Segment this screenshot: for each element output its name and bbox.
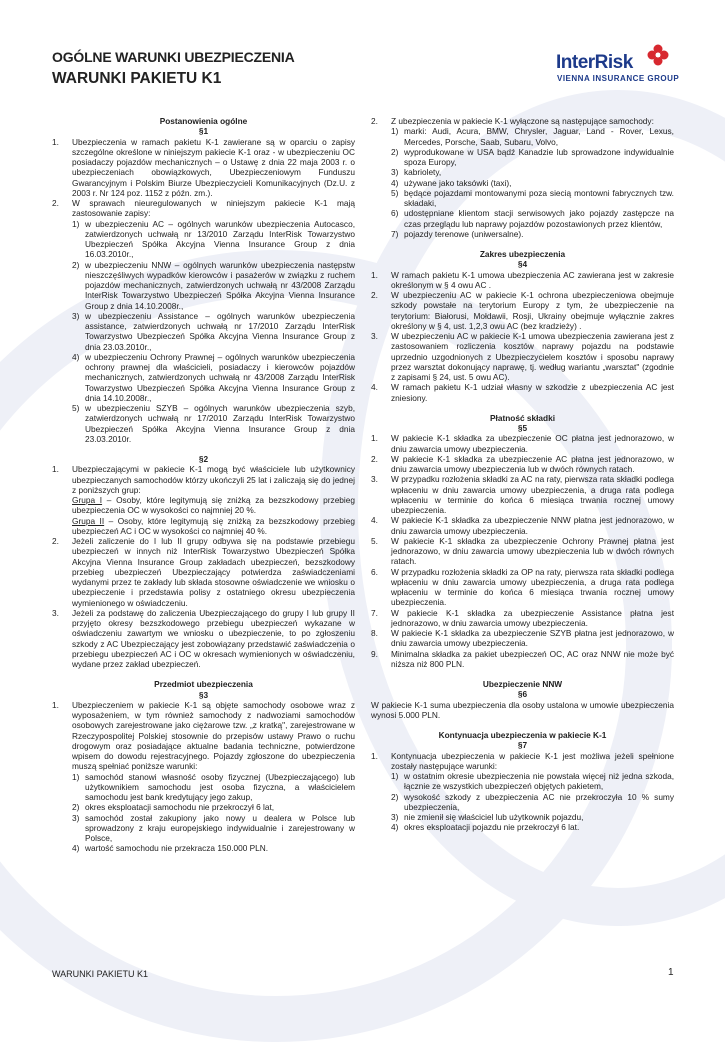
right-column — [371, 116, 674, 833]
list-item — [52, 772, 355, 803]
paragraph-text: W przypadku rozłożenia składki za OP na raty, pierwsza rata składki podlega wpłaceniu w dniu zawarcia umowy ubezpieczenia, a druga rata podlega wpłaceniu w terminie do końca 6 miesiąca trwania rocznej umowy ubezpieczenia. — [391, 566, 674, 608]
paragraph-number: 2. — [52, 198, 59, 208]
company-logo — [556, 44, 680, 84]
section-number: §6 — [517, 689, 528, 700]
paragraph — [371, 454, 674, 475]
logo-name: InterRisk — [556, 52, 633, 73]
list-item-number: 2) — [391, 146, 399, 157]
list-item-number: 1) — [72, 771, 80, 782]
paragraph-number: 1. — [371, 750, 378, 761]
paragraph — [371, 536, 674, 567]
list-item-number: 2) — [391, 791, 399, 802]
section-heading: Postanowienia ogólne — [159, 116, 248, 126]
paragraph-text: W pakiecie K-1 składka za ubezpieczenie OC płatna jest jednorazowo, w dniu zawarcia umowy ubezpieczenia. — [391, 433, 674, 454]
list-item — [371, 792, 674, 813]
section-heading: Zakres ubezpieczenia — [479, 249, 566, 259]
section-number: §5 — [517, 423, 528, 433]
document-subtitle: WARUNKI PAKIETU K1 — [52, 70, 222, 87]
list-item — [52, 403, 355, 444]
paragraph — [371, 515, 674, 536]
list-item-number: 4) — [391, 822, 399, 833]
paragraph-number: 9. — [371, 648, 378, 659]
list-item-text: okres eksploatacji pojazdu nie przekroczył 6 lat. — [404, 822, 580, 833]
list-item — [371, 178, 674, 188]
list-item-number: 1) — [72, 218, 80, 229]
list-item-number: 2) — [72, 259, 80, 270]
paragraph-text: Ubezpieczeniem w pakiecie K-1 są objęte samochody osobowe wraz z wyposażeniem, w tym również samochody z nadwoziami samochodów osobowych zarejestrowane jako ciężarowe tzw. „z kratką", zarejestrowane w Rzeczypospolitej Polskiej stosownie do przepisów ustawy Prawo o ruchu drogowym oraz posiadające aktualne badania techniczne, potwierdzone wpisem do dowodu rejestracyjnego. Pojazdy zgłoszone do ubezpieczenia muszą spełniać poniższe warunki: — [72, 699, 355, 772]
paragraph-number: 2. — [52, 536, 59, 546]
paragraph-number: 4. — [371, 515, 378, 526]
section-number: §4 — [517, 259, 528, 270]
paragraph-text: Jeżeli za podstawę do zaliczenia Ubezpieczającego do grupy I lub grupy II przyjęto okresy bezszkodowego przebiegu ubezpieczeń wykazane w oświadczeniu zawartym we wniosku o ubezpieczenie, to po zgłoszeniu szkody z AC Ubezpieczający jest zobowiązany przedstawić zaświadczenia o przebiegu ubezpieczeń AC i OC w okresach wymienionych w oświadczeniu, wydane przez zakład ubezpieczeń. — [72, 607, 355, 669]
logo-group: VIENNA INSURANCE GROUP — [557, 74, 680, 83]
paragraph-number: 1. — [52, 464, 59, 475]
page-number: 1 — [668, 967, 674, 978]
paragraph — [52, 536, 355, 608]
paragraph-text: W sprawach nieuregulowanych w niniejszym pakiecie K-1 mają zastosowanie zapisy: — [72, 198, 355, 219]
list-item — [52, 802, 355, 812]
paragraph-text: W przypadku rozłożenia składki za AC na raty, pierwsza rata składki podlega wpłaceniu w dniu zawarcia umowy ubezpieczenia, a druga rata podlega wpłaceniu w terminie do końca 6 miesiąca trwania rocznej umowy ubezpieczenia. — [391, 474, 674, 515]
paragraph-number: 3. — [371, 331, 378, 341]
section-heading: Płatność składki — [489, 412, 556, 423]
list-item-number: 3) — [391, 167, 399, 178]
footer-label: WARUNKI PAKIETU K1 — [52, 969, 149, 979]
paragraph — [52, 137, 355, 199]
paragraph-text: W pakiecie K-1 składka za ubezpieczenie Assistance płatna jest jednorazowo, w dniu zawarcia umowy ubezpieczenia. — [391, 607, 674, 628]
section-number: §1 — [198, 126, 209, 137]
list-item — [371, 812, 674, 822]
list-item — [371, 208, 674, 229]
group-label: Grupa II — [72, 515, 105, 526]
paragraph — [371, 270, 674, 291]
paragraph-number: 3. — [371, 474, 378, 485]
list-item-text: samochód stanowi własność osoby fizycznej (Ubezpieczającego) lub użytkownikiem samochodu jest osoba fizyczna, a właścicielem samochodu jest bank kredytujący jego zakup, — [85, 771, 355, 802]
list-item — [52, 843, 355, 853]
paragraph-number: 1. — [52, 699, 59, 710]
list-item-text: będące pojazdami montowanymi poza siecią montowni fabrycznych tzw. składaki, — [404, 187, 674, 208]
list-item-text: wyprodukowane w USA bądź Kanadzie lub sprowadzone indywidualnie spoza Europy, — [404, 146, 674, 167]
paragraph-number: 6. — [371, 566, 378, 577]
list-item-number: 3) — [72, 812, 80, 823]
paragraph — [371, 628, 674, 649]
section-number: §7 — [517, 740, 528, 751]
list-item-number: 1) — [391, 771, 399, 781]
paragraph — [371, 567, 674, 608]
left-column — [52, 116, 355, 854]
list-item — [371, 126, 674, 147]
paragraph-text: Minimalna składka za pakiet ubezpieczeń OC, AC oraz NNW nie może być niższa niż 800 PLN. — [391, 648, 674, 669]
list-item-number: 4) — [72, 351, 80, 362]
list-item-number: 5) — [72, 403, 80, 413]
paragraph-number: 8. — [371, 628, 378, 638]
paragraph — [52, 700, 355, 772]
section-number: §2 — [198, 454, 209, 464]
paragraph — [371, 290, 674, 331]
list-item — [371, 229, 674, 239]
list-item-number: 4) — [72, 843, 80, 854]
paragraph-text: W ramach pakietu K-1 udział własny w szkodzie z ubezpieczenia AC jest zniesiony. — [391, 382, 674, 403]
list-item — [52, 813, 355, 844]
section-heading: Ubezpieczenie NNW — [482, 679, 563, 689]
paragraph-number: 1. — [371, 269, 378, 280]
paragraph-number: 2. — [371, 453, 378, 464]
paragraph-text: Ubezpieczenia w ramach pakietu K-1 zawierane są w oparciu o zapisy szczególne określone w niniejszym pakiecie K-1 oraz - w ubezpieczeniu OC posiadaczy pojazdów mechanicznych – o Ustawę z dnia 22 maja 2003 r. o ubezpieczeniach obowiązkowych, Ubezpieczeniowym Funduszu Gwarancyjnym i Polskim Biurze Ubezpieczycieli Komunikacyjnych (Dz.U. z 2003 r. Nr 124 poz. 1152 z późn. zm.). — [72, 136, 355, 198]
list-item-text: w ubezpieczeniu NNW – ogólnych warunków ubezpieczenia następstw nieszczęśliwych wypadków kierowców i pasażerów w związku z ruchem pojazdów mechanicznych, zatwierdzonych uchwałą nr 43/2008 Zarządu InterRisk Towarzystwo Ubezpieczeń Spółka Akcyjna Vienna Insurance Group z dnia 14.10.2008r., — [85, 259, 355, 311]
list-item-text: wartość samochodu nie przekracza 150.000 PLN. — [85, 843, 269, 854]
list-item-number: 4) — [391, 177, 399, 188]
list-item — [371, 188, 674, 209]
paragraph-number: 7. — [371, 607, 378, 618]
paragraph-text: W pakiecie K-1 składka za ubezpieczenie NNW płatna jest jednorazowo, w dniu zawarcia umowy ubezpieczenia. — [391, 515, 674, 536]
paragraph-number: 2. — [371, 290, 378, 300]
list-item-number: 3) — [72, 310, 80, 321]
list-item-text: wysokość szkody z ubezpieczenia AC nie przekroczyła 10 % sumy ubezpieczenia, — [404, 791, 674, 812]
paragraph-text: Kontynuacja ubezpieczenia w pakiecie K-1 jest możliwa jeżeli spełnione zostały następujące warunki: — [391, 750, 674, 771]
paragraph — [371, 474, 674, 515]
document-title: OGÓLNE WARUNKI UBEZPIECZENIA — [52, 49, 295, 65]
paragraph-text: W ubezpieczeniu AC w pakiecie K-1 umowa ubezpieczenia zawierana jest z zastosowaniem rozliczenia kosztów naprawy pojazdu na podstawie uprzednio uzgodnionych z Ubezpieczycielem kosztów i sposobu naprawy przez warsztat dokonujący naprawę, tj. według wariantu „warsztat" (zgodnie z zapisami § 24, ust. 5 owu AC). — [391, 331, 674, 382]
list-item — [371, 771, 674, 792]
section-heading: Przedmiot ubezpieczenia — [154, 679, 253, 690]
list-item — [371, 147, 674, 168]
list-item-number: 1) — [391, 126, 399, 137]
list-item — [52, 352, 355, 403]
paragraph-text-main: Ubezpieczającymi w pakiecie K-1 mogą być właściciele lub użytkownicy ubezpieczanych samochodów którzy ukończyli 25 lat i zaliczają się do jednej z poniższych grup: — [72, 464, 355, 495]
paragraph-number: 2. — [371, 116, 378, 126]
paragraph — [371, 751, 674, 772]
list-item-text: udostępniane klientom stacji serwisowych jako pojazdy zastępcze na czas przeglądu lub naprawy pojazdów pozostawionych przez klientów, — [404, 208, 674, 229]
paragraph — [371, 382, 674, 403]
group-label: Grupa I — [72, 495, 103, 505]
paragraph-text: Z ubezpieczenia w pakiecie K-1 wyłączone są następujące samochody: — [391, 116, 654, 126]
paragraph — [371, 608, 674, 629]
paragraph-text — [72, 464, 355, 536]
list-item — [371, 167, 674, 177]
list-item-number: 2) — [72, 802, 80, 813]
paragraph-text: W pakiecie K-1 składka za ubezpieczenie SZYB płatna jest jednorazowo, w dniu zawarcia umowy ubezpieczenia. — [391, 628, 674, 649]
list-item — [52, 311, 355, 352]
list-item-text: w ubezpieczeniu AC – ogólnych warunków ubezpieczenia Autocasco, zatwierdzonych uchwałą nr 13/2010 Zarządu InterRisk Towarzystwo Ubezpieczeń Spółka Akcyjna Vienna Insurance Group z dnia 16.03.2010r., — [85, 218, 355, 260]
paragraph — [52, 608, 355, 670]
paragraph-text: W pakiecie K-1 suma ubezpieczenia dla osoby ustalona w umowie ubezpieczenia wynosi 5.000 PLN. — [371, 699, 674, 720]
list-item-text: nie zmienił się właściciel lub użytkownik pojazdu, — [404, 812, 584, 822]
list-item-number: 3) — [391, 812, 399, 822]
list-item-text: samochód został zakupiony jako nowy u dealera w Polsce lub sprowadzony z kraju europejskiego indywidualnie i zarejestrowany w Polsce, — [85, 812, 355, 843]
paragraph — [371, 649, 674, 670]
paragraph-number: 4. — [371, 382, 378, 393]
list-item-text: używane jako taksówki (taxi), — [404, 177, 512, 188]
section-heading: Kontynuacja ubezpieczenia w pakiecie K-1 — [438, 730, 607, 740]
group-text: – Osoby, które legitymują się zniżką za bezszkodowy przebieg ubezpieczeń AC i OC w wysokości co najmniej 40 %. — [72, 515, 355, 536]
list-item — [52, 219, 355, 260]
list-item-text: marki: Audi, Acura, BMW, Chrysler, Jaguar, Land - Rover, Lexus, Mercedes, Porsche, Saab, Subaru, Volvo, — [404, 126, 674, 147]
list-item-text: kabriolety, — [404, 167, 442, 178]
paragraph-number: 3. — [52, 607, 59, 618]
paragraph-number: 1. — [371, 433, 378, 444]
paragraph — [371, 331, 674, 382]
paragraph-number: 5. — [371, 535, 378, 546]
list-item-text: pojazdy terenowe (uniwersalne). — [404, 228, 524, 239]
logo-flower-icon — [647, 44, 669, 66]
list-item-text: w ostatnim okresie ubezpieczenia nie powstała więcej niż jedna szkoda, łącznie ze wszystkich ubezpieczeń objętych pakietem, — [404, 771, 674, 792]
list-item — [52, 260, 355, 311]
paragraph-number: 1. — [52, 136, 59, 147]
list-item-number: 5) — [391, 187, 399, 198]
paragraph — [371, 433, 674, 454]
list-item-text: okres eksploatacji samochodu nie przekroczył 6 lat, — [85, 802, 275, 813]
paragraph-text: W pakiecie K-1 składka za ubezpieczenie AC płatna jest jednorazowo, w dniu zawarcia umowy ubezpieczenia lub w dwóch równych ratach. — [391, 453, 674, 474]
paragraph — [371, 116, 674, 126]
list-item-text: w ubezpieczeniu Ochrony Prawnej – ogólnych warunków ubezpieczenia ochrony prawnej dla właścicieli, posiadaczy i kierowców pojazdów mechanicznych, zatwierdzonych uchwałą nr 43/2008 Zarządu InterRisk Towarzystwo Ubezpieczeń Spółka Akcyjna Vienna Insurance Group z dnia 14.10.2008r., — [85, 351, 355, 403]
paragraph-text: W pakiecie K-1 składka za ubezpieczenie Ochrony Prawnej płatna jest jednorazowo, w dniu zawarcia umowy ubezpieczenia lub w dwóch równych ratach. — [391, 535, 674, 567]
list-item-number: 7) — [391, 228, 399, 239]
list-item — [371, 822, 674, 832]
paragraph-text: Jeżeli zaliczenie do I lub II grupy odbywa się na podstawie przebiegu ubezpieczeń w innych niż InterRisk Towarzystwo Ubezpieczeń Spółka Akcyjna Vienna Insurance Group zakładach ubezpieczeń, bezszkodowy przebieg ubezpieczeń Ubezpieczający potwierdza zaświadczeniami wydanymi przez te zakłady lub składa stosowne oświadczenie we wniosku o ubezpieczenie i przedstawia polisy z ostatniego okresu ubezpieczenia wymienionego w oświadczeniu. — [72, 536, 355, 608]
group-text: – Osoby, które legitymują się zniżką za bezszkodowy przebieg ubezpieczenia OC w wysokości co najmniej 20 %. — [72, 495, 355, 516]
list-item-text: w ubezpieczeniu Assistance – ogólnych warunków ubezpieczenia assistance, zatwierdzonych uchwałą nr 17/2010 Zarządu InterRisk Towarzystwo Ubezpieczeń Spółka Akcyjna Vienna Insurance Group z dnia 23.03.2010r., — [85, 310, 355, 352]
paragraph-text: W ramach pakietu K-1 umowa ubezpieczenia AC zawierana jest w zakresie określonym w § 4 owu AC . — [391, 269, 674, 290]
paragraph-text: W ubezpieczeniu AC w pakiecie K-1 ochrona ubezpieczeniowa obejmuje szkody powstałe na terytorium Europy z tym, że ubezpieczenie na terytorium: Białorusi, Mołdawii, Rosji, Ukrainy obejmuje wyłącznie zakres określony w § 4, ust. 1,2,3 owu AC (bez kradzieży) . — [391, 290, 674, 331]
list-item-text: w ubezpieczeniu SZYB – ogólnych warunków ubezpieczenia szyb, zatwierdzonych uchwałą nr 17/2010 Zarządu InterRisk Towarzystwo Ubezpieczeń Spółka Akcyjna Vienna Insurance Group z dnia 23.03.2010r. — [85, 403, 355, 444]
paragraph — [52, 198, 355, 219]
paragraph — [52, 464, 355, 536]
list-item-number: 6) — [391, 208, 399, 219]
section-number: §3 — [198, 689, 209, 700]
